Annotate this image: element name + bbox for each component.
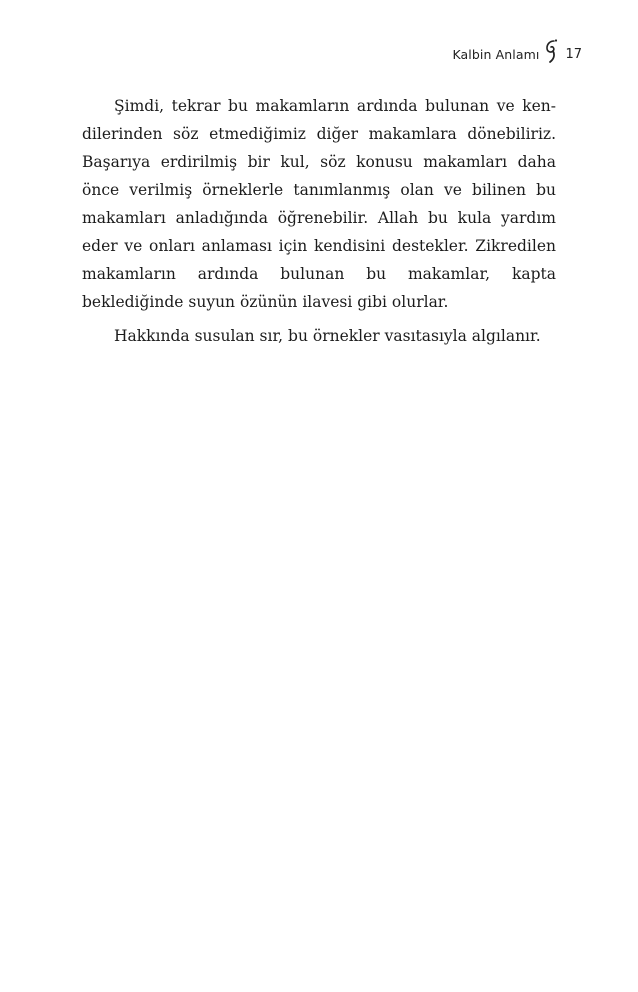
- paragraph: Hakkında susulan sır, bu örnekler vasıtasıyla algılanır.: [114, 327, 541, 345]
- page-number: 17: [565, 46, 582, 62]
- paragraph: Şimdi, tekrar bu makamların ardında bulunan ve kendilerinden söz etmediğimiz diğer makamlara dönebiliriz. Başarıya erdirilmiş bir kul, söz konusu makamları daha önce verilmiş örneklerle tanımlanmış olan ve bilinen bu makamları anladığında öğrenebilir. Allah bu kula yardım eder ve onları anlaması için kendisini destekler. Zikredilen makamların ardında bulunan bu makamlar, kapta beklediğinde suyun özünün ilavesi gibi olurlar.: [82, 97, 556, 311]
- running-title: Kalbin Anlamı: [452, 46, 540, 62]
- calligraphy-ornament-icon: [543, 38, 559, 64]
- body-text: [82, 92, 556, 356]
- running-header: [452, 44, 582, 64]
